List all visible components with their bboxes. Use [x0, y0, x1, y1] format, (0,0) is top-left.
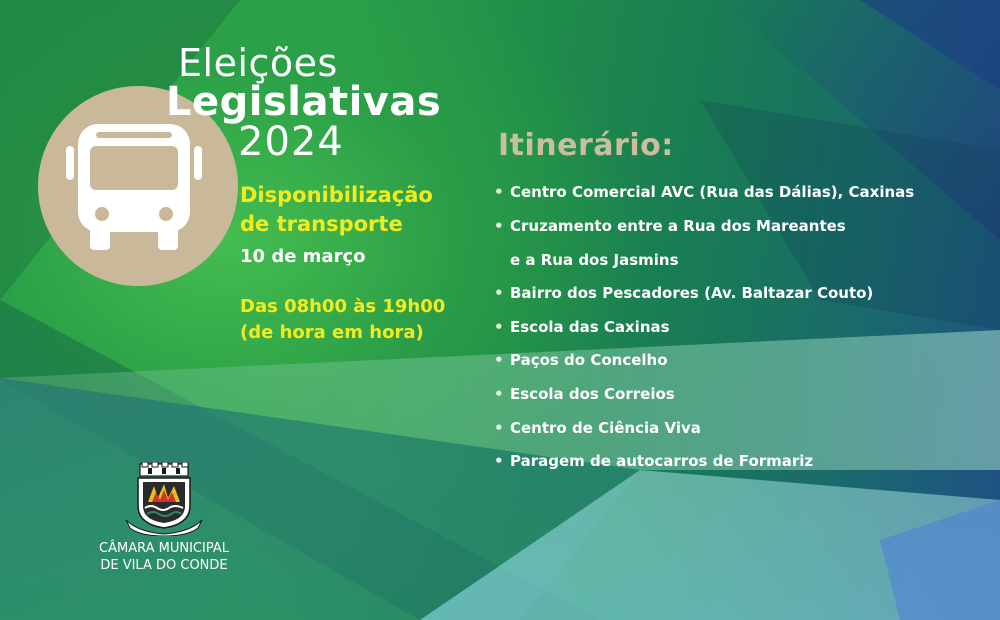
bullet-icon: •	[494, 216, 504, 235]
itinerary-title: Itinerário:	[498, 128, 674, 163]
hours-line-2: (de hora em hora)	[240, 322, 424, 343]
stop-label: Paços do Concelho	[510, 351, 668, 370]
bullet-icon: •	[494, 284, 504, 303]
bullet-icon: •	[494, 317, 504, 336]
org-line-2: DE VILA DO CONDE	[100, 558, 228, 573]
organization-name	[84, 540, 244, 574]
title-line-2: Legislativas	[166, 79, 442, 125]
stop-label: Centro de Ciência Viva	[510, 418, 701, 437]
list-item	[494, 348, 914, 373]
subtitle-line-1: Disponibilização	[240, 183, 433, 207]
list-item	[494, 449, 914, 474]
bullet-icon: •	[494, 183, 504, 201]
bullet-icon: •	[494, 452, 504, 471]
list-item	[494, 416, 914, 441]
transport-subtitle	[240, 181, 433, 239]
itinerary-list	[494, 180, 914, 483]
hours-line-1: Das 08h00 às 19h00	[240, 296, 446, 317]
bus-icon	[66, 124, 202, 252]
transport-hours	[240, 294, 445, 346]
org-line-1: CÂMARA MUNICIPAL	[99, 541, 229, 556]
bullet-icon: •	[494, 384, 504, 403]
title-year: 2024	[238, 119, 344, 165]
stop-label: Escola dos Correios	[510, 384, 675, 403]
transport-date: 10 de março	[240, 246, 366, 267]
title-line-1: Eleições	[178, 41, 338, 85]
list-item	[494, 382, 914, 407]
stop-label: Bairro dos Pescadores (Av. Baltazar Couto)	[510, 284, 874, 303]
bullet-icon: •	[494, 418, 504, 437]
list-item	[494, 315, 914, 340]
subtitle-line-2: de transporte	[240, 212, 403, 236]
stop-label: Paragem de autocarros de Formariz	[510, 452, 814, 471]
stop-label: Centro Comercial AVC (Rua das Dálias), Caxinas	[510, 183, 915, 201]
list-item	[494, 214, 914, 273]
stop-label-continuation: e a Rua dos Jasmins	[510, 250, 679, 269]
coat-of-arms-icon	[118, 462, 210, 536]
bullet-icon: •	[494, 351, 504, 370]
stop-label: Cruzamento entre a Rua dos Mareantes	[510, 216, 846, 235]
list-item	[494, 180, 914, 205]
stop-label: Escola das Caxinas	[510, 317, 670, 336]
list-item	[494, 281, 914, 306]
